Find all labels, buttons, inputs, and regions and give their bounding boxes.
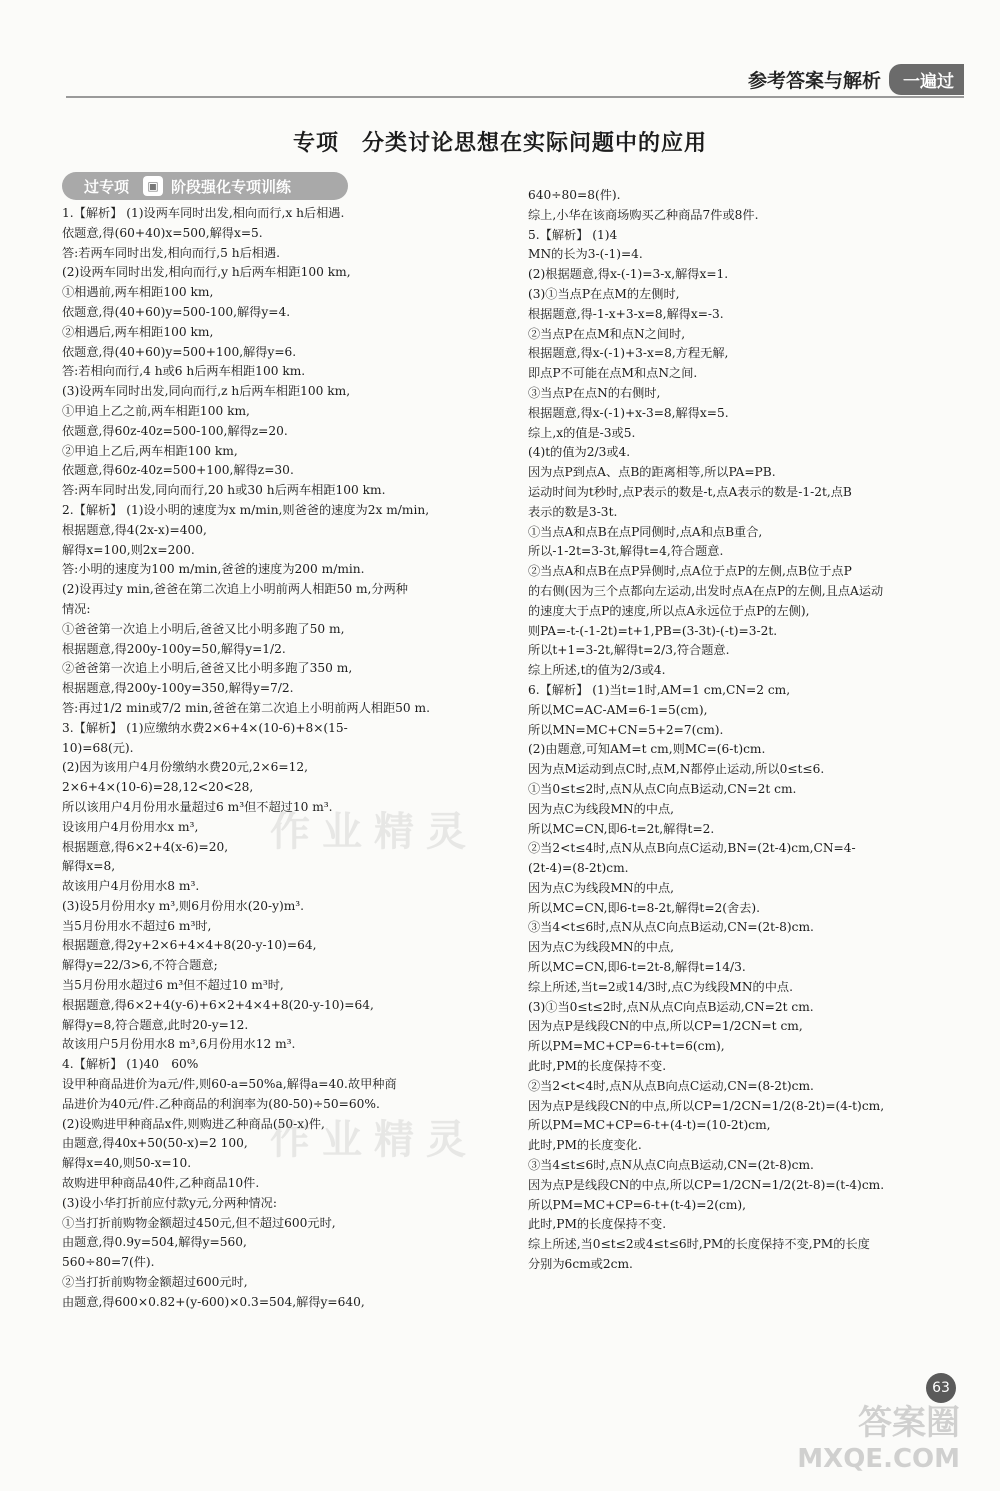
text-line: 综上所述,当t=2或14/3时,点C为线段MN的中点.: [528, 979, 793, 994]
text-line: 6.【解析】 (1)当t=1时,AM=1 cm,CN=2 cm,: [528, 682, 791, 697]
book-icon: ▣: [143, 176, 163, 196]
text-line: 所以MC=AC-AM=6-1=5(cm),: [528, 702, 708, 717]
text-line: 此时,PM的长度变化.: [528, 1138, 642, 1153]
text-line: 依题意,得60z-40z=500-100,解得z=20.: [62, 423, 288, 438]
text-line: 3.【解析】 (1)应缴纳水费2×6+4×(10-6)+8×(15-: [62, 720, 348, 735]
text-line: ①爸爸第一次追上小明后,爸爸又比小明多跑了50 m,: [62, 621, 345, 636]
section-banner: [62, 172, 348, 200]
text-line: 故该用户5月份用水8 m³,6月份用水12 m³.: [62, 1037, 296, 1052]
text-line: 因为点C为线段MN的中点,: [528, 940, 675, 955]
text-line: ③当点P在点N的右侧时,: [528, 385, 661, 400]
text-line: 综上,小华在该商场购买乙种商品7件或8件.: [528, 207, 759, 222]
text-line: (3)设小华打折前应付款y元,分两种情况:: [62, 1195, 277, 1210]
text-line: 因为点C为线段MN的中点,: [528, 801, 675, 816]
text-line: (2)设两车同时出发,相向而行,y h后两车相距100 km,: [62, 265, 351, 280]
text-line: 解得x=100,则2x=200.: [62, 542, 195, 557]
text-line: 当5月份用水超过6 m³但不超过10 m³时,: [62, 978, 284, 993]
text-line: 此时,PM的长度保持不变.: [528, 1217, 667, 1232]
text-line: ①当打折前购物金额超过450元,但不超过600元时,: [62, 1215, 336, 1230]
text-line: 5.【解析】 (1)4: [528, 227, 618, 242]
text-line: 答:再过1/2 min或7/2 min,爸爸在第二次追上小明前两人相距50 m.: [62, 700, 430, 715]
text-line: 故购进甲种商品40件,乙种商品10件.: [62, 1176, 260, 1191]
text-line: 分别为6cm或2cm.: [528, 1257, 633, 1272]
section-banner-label-a: 过专项: [84, 177, 130, 196]
text-line: 由题意,得0.9y=504,解得y=560,: [62, 1235, 247, 1250]
text-line: 故该用户4月份用水8 m³.: [62, 879, 200, 894]
text-line: 的速度大于点P的速度,所以点A永远位于点P的左侧),: [528, 603, 810, 618]
text-line: 640÷80=8(件).: [528, 188, 621, 202]
text-line: (2)因为该用户4月份缴纳水费20元,2×6=12,: [62, 760, 308, 775]
text-line: 根据题意,得200y-100y=50,解得y=1/2.: [62, 641, 286, 656]
text-line: 因为点C为线段MN的中点,: [528, 880, 675, 895]
text-line: 情况:: [62, 601, 91, 616]
text-line: ①当点A和点B在点P同侧时,点A和点B重合,: [528, 524, 763, 539]
text-line: 解得y=22/3>6,不符合题意;: [62, 958, 218, 973]
header-brand-tag: 一遍过: [889, 64, 964, 95]
text-line: 2×6+4×(10-6)=28,12<20<28,: [62, 780, 254, 795]
site-logo-text: 答案圈: [858, 1403, 960, 1443]
text-line: 根据题意,得6×2+4(x-6)=20,: [62, 839, 229, 854]
text-line: 因为点P是线段CN的中点,所以CP=1/2CN=1/2(8-2t)=(4-t)cm,: [528, 1098, 885, 1113]
text-line: ②爸爸第一次追上小明后,爸爸又比小明多跑了350 m,: [62, 661, 353, 676]
text-line: (4)t的值为2/3或4.: [528, 445, 631, 460]
text-line: 根据题意,得4(2x-x)=400,: [62, 522, 207, 537]
text-line: ②当点P在点M和点N之间时,: [528, 326, 686, 341]
watermark-text: 作业精灵: [270, 809, 478, 855]
text-line: ②甲追上乙后,两车相距100 km,: [62, 443, 238, 458]
section-banner-label-b: 阶段强化专项训练: [171, 177, 292, 196]
text-line: ③当4≤t≤6时,点N从点C向点B运动,CN=(2t-8)cm.: [528, 1158, 814, 1173]
text-line: 此时,PM的长度保持不变.: [528, 1059, 667, 1074]
text-line: (3)①当点P在点M的左侧时,: [528, 286, 680, 301]
text-line: 品进价为40元/件.乙种商品的利润率为(80-50)÷50=60%.: [62, 1096, 380, 1111]
text-line: 根据题意,得200y-100y=350,解得y=7/2.: [62, 681, 294, 696]
text-line: 的右侧(因为三个点都向左运动,出发时点A在点P的左侧,且点A运动: [528, 583, 884, 598]
text-line: 所以该用户4月份用水量超过6 m³但不超过10 m³.: [62, 799, 333, 814]
text-line: 即点P不可能在点M和点N之间.: [528, 366, 698, 381]
text-line: 所以PM=MC+CP=6-t+(t-4)=2(cm),: [528, 1197, 747, 1212]
text-line: ②当2<t<4时,点N从点B向点C运动,CN=(8-2t)cm.: [528, 1078, 814, 1093]
text-line: (2)设再过y min,爸爸在第二次追上小明前两人相距50 m,分两种: [62, 582, 408, 597]
text-line: 根据题意,得6×2+4(y-6)+6×2+4×4+8(20-y-10)=64,: [62, 997, 374, 1012]
text-line: 所以-1-2t=3-3t,解得t=4,符合题意.: [528, 544, 724, 559]
page-number: 63: [926, 1373, 956, 1403]
text-line: 因为点M运动到点C时,点M,N都停止运动,所以0≤t≤6.: [528, 762, 825, 777]
text-line: 答:小明的速度为100 m/min,爸爸的速度为200 m/min.: [62, 562, 365, 577]
text-line: 10)=68(元).: [62, 740, 134, 755]
text-line: 所以MC=CN,即6-t=2t-8,解得t=14/3.: [528, 960, 746, 975]
text-line: 解得x=40,则50-x=10.: [62, 1156, 192, 1171]
text-line: 依题意,得(60+40)x=500,解得x=5.: [62, 225, 263, 240]
text-line: 设该用户4月份用水x m³,: [62, 819, 199, 834]
text-line: 运动时间为t秒时,点P表示的数是-t,点A表示的数是-1-2t,点B: [528, 484, 852, 499]
text-line: (2)由题意,可知AM=t cm,则MC=(6-t)cm.: [528, 742, 766, 757]
text-line: 根据题意,得2y+2×6+4×4+8(20-y-10)=64,: [62, 938, 317, 953]
text-line: 所以MC=CN,即6-t=2t,解得t=2.: [528, 821, 715, 836]
text-line: 依题意,得(40+60)y=500+100,解得y=6.: [62, 344, 297, 359]
text-line: 由题意,得600×0.82+(y-600)×0.3=504,解得y=640,: [62, 1294, 365, 1309]
text-line: 解得x=8,: [62, 859, 116, 874]
text-line: 由题意,得40x+50(50-x)=2 100,: [62, 1136, 248, 1151]
text-line: 所以MN=MC+CN=5+2=7(cm).: [528, 722, 724, 737]
right-column: [528, 186, 966, 1275]
text-line: 所以PM=MC+CP=6-t+t=6(cm),: [528, 1039, 725, 1054]
text-line: 1.【解析】 (1)设两车同时出发,相向而行,x h后相遇.: [62, 206, 345, 220]
text-line: ②相遇后,两车相距100 km,: [62, 324, 214, 339]
text-line: 因为点P是线段CN的中点,所以CP=1/2CN=t cm,: [528, 1019, 803, 1034]
text-line: 所以t+1=3-2t,解得t=2/3,符合题意.: [528, 643, 730, 658]
text-line: ①甲追上乙之前,两车相距100 km,: [62, 403, 250, 418]
watermark-text: 作业精灵: [270, 1117, 478, 1163]
text-line: 2.【解析】 (1)设小明的速度为x m/min,则爸爸的速度为2x m/min,: [62, 502, 430, 517]
text-line: (2t-4)=(8-2t)cm.: [528, 861, 629, 876]
text-line: ①相遇前,两车相距100 km,: [62, 285, 214, 300]
text-line: 答:两车同时出发,同向而行,20 h或30 h后两车相距100 km.: [62, 483, 386, 498]
site-logo-watermark: [797, 1405, 960, 1477]
site-logo-url: MXQE.COM: [797, 1444, 960, 1474]
text-line: 答:若两车同时出发,相向而行,5 h后相遇.: [62, 245, 281, 260]
text-line: 560÷80=7(件).: [62, 1255, 155, 1270]
text-line: 当5月份用水不超过6 m³时,: [62, 918, 212, 933]
text-line: 依题意,得(40+60)y=500-100,解得y=4.: [62, 304, 291, 319]
text-line: ③当4<t≤6时,点N从点C向点B运动,CN=(2t-8)cm.: [528, 920, 814, 935]
text-line: (3)设5月份用水y m³,则6月份用水(20-y)m³.: [62, 898, 305, 913]
text-line: 根据题意,得x-(-1)+3-x=8,方程无解,: [528, 346, 729, 361]
text-line: 设甲种商品进价为a元/件,则60-a=50%a,解得a=40.故甲种商: [62, 1077, 397, 1092]
text-line: 综上,x的值是-3或5.: [528, 425, 636, 440]
text-line: 所以MC=CN,即6-t=8-2t,解得t=2(舍去).: [528, 900, 761, 915]
text-line: 综上所述,t的值为2/3或4.: [528, 663, 666, 678]
text-line: 综上所述,当0≤t≤2或4≤t≤6时,PM的长度保持不变,PM的长度: [528, 1237, 870, 1252]
text-line: ②当点A和点B在点P异侧时,点A位于点P的左侧,点B位于点P: [528, 564, 852, 579]
text-line: 答:若相向而行,4 h或6 h后两车相距100 km.: [62, 364, 306, 379]
text-line: ②当2<t≤4时,点N从点B向点C运动,BN=(2t-4)cm,CN=4-: [528, 841, 856, 856]
header-title: 参考答案与解析: [747, 70, 881, 92]
text-line: 所以PM=MC+CP=6-t+(4-t)=(10-2t)cm,: [528, 1118, 771, 1133]
text-line: ①当0≤t≤2时,点N从点C向点B运动,CN=2t cm.: [528, 781, 797, 796]
text-line: 则PA=-t-(-1-2t)=t+1,PB=(3-3t)-(-t)=3-2t.: [528, 623, 778, 638]
header-divider: [66, 96, 964, 98]
header-tag: [748, 64, 964, 95]
text-line: 因为点P到点A、点B的距离相等,所以PA=PB.: [528, 465, 776, 480]
text-line: 4.【解析】 (1)40 60%: [62, 1057, 199, 1072]
text-line: 依题意,得60z-40z=500+100,解得z=30.: [62, 463, 294, 478]
text-line: 解得y=8,符合题意,此时20-y=12.: [62, 1017, 249, 1032]
text-line: (3)①当0≤t≤2时,点N从点C向点B运动,CN=2t cm.: [528, 999, 814, 1014]
text-line: (3)设两车同时出发,同向而行,z h后两车相距100 km,: [62, 384, 351, 399]
text-line: 表示的数是3-3t.: [528, 504, 618, 519]
page-title: 专项 分类讨论思想在实际问题中的应用: [292, 131, 707, 156]
text-line: (2)根据题意,得x-(-1)=3-x,解得x=1.: [528, 267, 729, 282]
text-line: ②当打折前购物金额超过600元时,: [62, 1275, 248, 1290]
text-line: (2)设购进甲种商品x件,则购进乙种商品(50-x)件,: [62, 1116, 325, 1131]
text-line: 根据题意,得x-(-1)+x-3=8,解得x=5.: [528, 405, 729, 420]
text-line: 根据题意,得-1-x+3-x=8,解得x=-3.: [528, 306, 724, 321]
left-column: [62, 204, 498, 1313]
text-line: MN的长为3-(-1)=4.: [528, 247, 643, 262]
text-line: 因为点P是线段CN的中点,所以CP=1/2CN=1/2(2t-8)=(t-4)cm.: [528, 1177, 885, 1192]
